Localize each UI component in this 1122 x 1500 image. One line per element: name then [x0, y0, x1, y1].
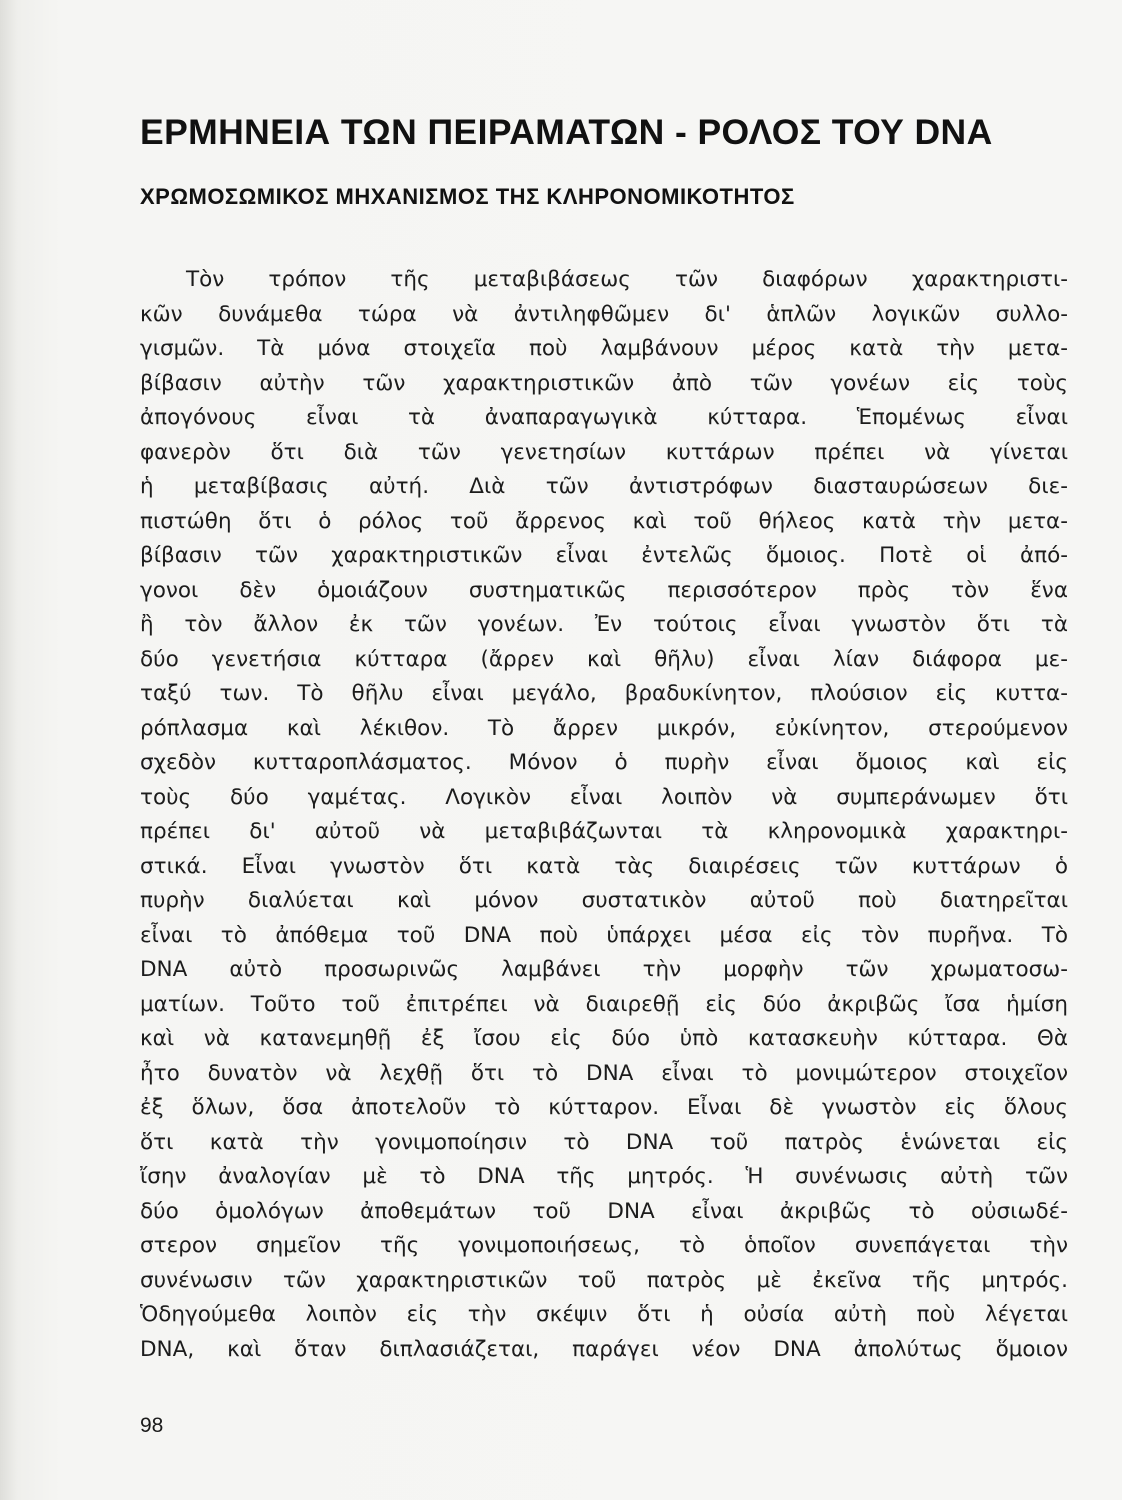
text-line: γονοι δὲν ὁμοιάζουν συστηματικῶς περισσότερον πρὸς τὸν ἕνα: [140, 577, 1068, 603]
text-line: πυρὴν διαλύεται καὶ μόνον συστατικὸν αὐτοῦ ποὺ διατηρεῖται: [140, 888, 1068, 913]
text-line: Τὸν τρόπον τῆς μεταβιβάσεως τῶν διαφόρων χαρακτηριστι-: [186, 267, 1068, 292]
text-line: Ὁδηγούμεθα λοιπὸν εἰς τὴν σκέψιν ὅτι ἡ οὐσία αὐτὴ ποὺ λέγεται: [140, 1302, 1068, 1327]
text-line: φανερὸν ὅτι διὰ τῶν γενετησίων κυττάρων πρέπει νὰ γίνεται: [140, 439, 1068, 465]
text-line: βίβασιν αὐτὴν τῶν χαρακτηριστικῶν ἀπὸ τῶν γονέων εἰς τοὺς: [140, 370, 1068, 396]
body-paragraph: [140, 263, 1068, 1367]
text-line: ἡ μεταβίβασις αὐτή. Διὰ τῶν ἀντιστρόφων διασταυρώσεων διε-: [140, 474, 1068, 499]
text-line: ταξύ των. Τὸ θῆλυ εἶναι μεγάλο, βραδυκίνητον, πλούσιον εἰς κυττα-: [140, 681, 1068, 706]
text-line: κῶν δυνάμεθα τώρα νὰ ἀντιληφθῶμεν δι' ἁπλῶν λογικῶν συλλο-: [140, 301, 1068, 327]
text-line: ὅτι κατὰ τὴν γονιμοποίησιν τὸ DNA τοῦ πατρὸς ἑνώνεται εἰς: [140, 1129, 1068, 1155]
text-line: δύο ὁμολόγων ἀποθεμάτων τοῦ DNA εἶναι ἀκριβῶς τὸ οὐσιωδέ-: [140, 1198, 1068, 1224]
text-line: καὶ νὰ κατανεμηθῇ ἐξ ἴσου εἰς δύο ὑπὸ κατασκευὴν κύτταρα. Θὰ: [140, 1026, 1068, 1051]
page-number: 98: [140, 1414, 164, 1437]
chapter-title: ΕΡΜΗΝΕΙΑ ΤΩΝ ΠΕΙΡΑΜΑΤΩΝ - ΡΟΛΟΣ ΤΟΥ DNA: [140, 112, 993, 152]
text-line: δύο γενετήσια κύτταρα (ἄρρεν καὶ θῆλυ) εἶναι λίαν διάφορα με-: [140, 646, 1068, 672]
text-line: συνένωσιν τῶν χαρακτηριστικῶν τοῦ πατρὸς μὲ ἐκεῖνα τῆς μητρός.: [140, 1267, 1068, 1293]
text-line: ἀπογόνους εἶναι τὰ ἀναπαραγωγικὰ κύτταρα. Ἑπομένως εἶναι: [140, 405, 1068, 430]
text-line: πρέπει δι' αὐτοῦ νὰ μεταβιβάζωνται τὰ κληρονομικὰ χαρακτηρι-: [140, 819, 1068, 844]
section-subtitle: ΧΡΩΜΟΣΩΜΙΚΟΣ ΜΗΧΑΝΙΣΜΟΣ ΤΗΣ ΚΛΗΡΟΝΟΜΙΚΟΤΗΤΟΣ: [140, 184, 795, 209]
text-line: πιστώθη ὅτι ὁ ρόλος τοῦ ἄρρενος καὶ τοῦ θήλεος κατὰ τὴν μετα-: [140, 508, 1068, 534]
text-line: σχεδὸν κυτταροπλάσματος. Μόνον ὁ πυρὴν εἶναι ὅμοιος καὶ εἰς: [140, 750, 1068, 775]
text-line: ἢ τὸν ἄλλον ἐκ τῶν γονέων. Ἐν τούτοις εἶναι γνωστὸν ὅτι τὰ: [140, 612, 1068, 637]
text-line: τοὺς δύο γαμέτας. Λογικὸν εἶναι λοιπὸν νὰ συμπεράνωμεν ὅτι: [140, 784, 1068, 810]
text-line: ἴσην ἀναλογίαν μὲ τὸ DNA τῆς μητρός. Ἡ συνένωσις αὐτὴ τῶν: [140, 1164, 1068, 1189]
text-line: βίβασιν τῶν χαρακτηριστικῶν εἶναι ἐντελῶς ὅμοιος. Ποτὲ οἱ ἀπό-: [140, 543, 1068, 568]
text-line: εἶναι τὸ ἀπόθεμα τοῦ DNA ποὺ ὑπάρχει μέσα εἰς τὸν πυρῆνα. Τὸ: [140, 922, 1068, 948]
text-line: DNA, καὶ ὅταν διπλασιάζεται, παράγει νέον DNA ἀπολύτως ὅμοιον: [140, 1336, 1068, 1362]
text-line: ρόπλασμα καὶ λέκιθον. Τὸ ἄρρεν μικρόν, εὐκίνητον, στερούμενον: [140, 715, 1068, 741]
text-line: στικά. Εἶναι γνωστὸν ὅτι κατὰ τὰς διαιρέσεις τῶν κυττάρων ὁ: [140, 853, 1068, 879]
text-line: γισμῶν. Τὰ μόνα στοιχεῖα ποὺ λαμβάνουν μέρος κατὰ τὴν μετα-: [140, 336, 1068, 361]
text-line: ἐξ ὅλων, ὅσα ἀποτελοῦν τὸ κύτταρον. Εἶναι δὲ γνωστὸν εἰς ὅλους: [140, 1095, 1068, 1120]
text-line: στερον σημεῖον τῆς γονιμοποιήσεως, τὸ ὁποῖον συνεπάγεται τὴν: [140, 1233, 1068, 1258]
text-line: ματίων. Τοῦτο τοῦ ἐπιτρέπει νὰ διαιρεθῇ εἰς δύο ἀκριβῶς ἴσα ἡμίση: [140, 991, 1068, 1017]
text-line: ἦτο δυνατὸν νὰ λεχθῇ ὅτι τὸ DNA εἶναι τὸ μονιμώτερον στοιχεῖον: [140, 1060, 1068, 1086]
text-line: DNA αὐτὸ προσωρινῶς λαμβάνει τὴν μορφὴν τῶν χρωματοσω-: [140, 957, 1068, 982]
